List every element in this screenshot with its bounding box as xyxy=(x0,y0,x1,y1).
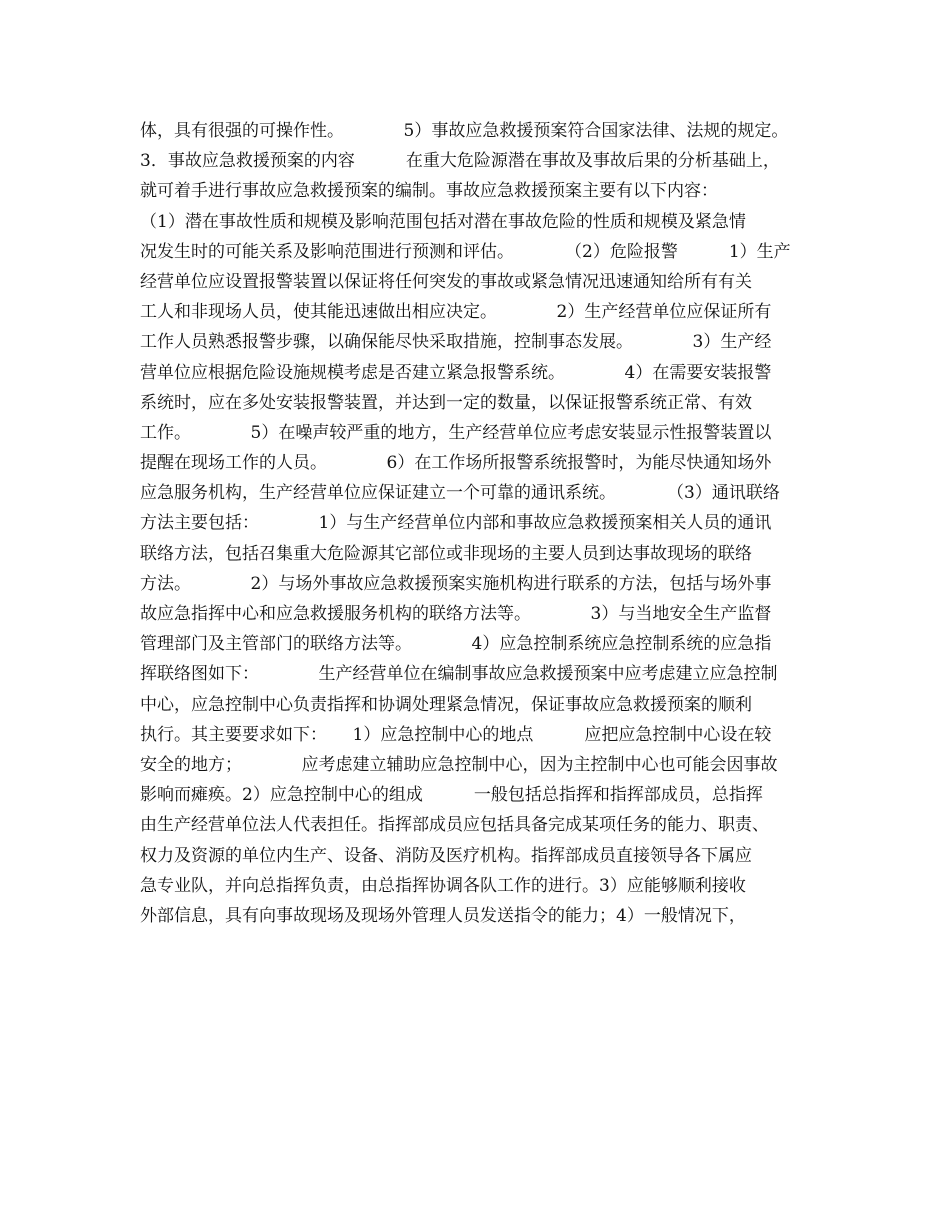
text-line: 管理部门及主管部门的联络方法等。 4）应急控制系统应急控制系统的应急指 xyxy=(140,634,772,655)
text-line: 外部信息，具有向事故现场及现场外管理人员发送指令的能力；4）一般情况下， xyxy=(140,905,746,926)
text-line: 急专业队，并向总指挥负责，由总指挥协调各队工作的进行。3）应能够顺利接收 xyxy=(140,875,746,896)
text-line: 营单位应根据危险设施规模考虑是否建立紧急报警系统。 4）在需要安装报警 xyxy=(140,362,772,383)
text-line: 体，具有很强的可操作性。 5）事故应急救援预案符合国家法律、法规的规定。 xyxy=(140,121,789,141)
text-line: 经营单位应设置报警装置以保证将任何突发的事故或紧急情况迅速通知给所有有关 xyxy=(140,271,752,292)
text-line: 方法主要包括： 1）与生产经营单位内部和事故应急救援预案相关人员的通讯 xyxy=(140,513,772,534)
text-line: 权力及资源的单位内生产、设备、消防及医疗机构。指挥部成员直接领导各下属应 xyxy=(140,845,752,866)
text-line: 工作人员熟悉报警步骤，以确保能尽快采取措施，控制事态发展。 3）生产经 xyxy=(140,332,772,353)
text-line: 系统时，应在多处安装报警装置，并达到一定的数量，以保证报警系统正常、有效 xyxy=(140,392,752,413)
text-line: 安全的地方； 应考虑建立辅助应急控制中心，因为主控制中心也可能会因事故 xyxy=(140,754,778,775)
body-text xyxy=(140,116,840,931)
text-line: 应急服务机构，生产经营单位应保证建立一个可靠的通讯系统。 （3）通讯联络 xyxy=(140,483,780,504)
text-line: 由生产经营单位法人代表担任。指挥部成员应包括具备完成某项任务的能力、职责、 xyxy=(140,815,769,836)
text-line: 工作。 5）在噪声较严重的地方，生产经营单位应考虑安装显示性报警装置以 xyxy=(140,422,772,443)
text-line: 联络方法，包括召集重大危险源其它部位或非现场的主要人员到达事故现场的联络 xyxy=(140,543,752,564)
text-line: 工人和非现场人员，使其能迅速做出相应决定。 2）生产经营单位应保证所有 xyxy=(140,302,772,323)
text-line: 3．事故应急救援预案的内容 在重大危险源潜在事故及事故后果的分析基础上， xyxy=(140,151,780,172)
text-line: 况发生时的可能关系及影响范围进行预测和评估。 （2）危险报警 1）生产 xyxy=(140,241,791,262)
text-line: 执行。其主要要求如下： 1）应急控制中心的地点 应把应急控制中心设在较 xyxy=(140,724,772,745)
text-line: 提醒在现场工作的人员。 6）在工作场所报警系统报警时，为能尽快通知场外 xyxy=(140,453,772,474)
text-line: 方法。 2）与场外事故应急救援预案实施机构进行联系的方法，包括与场外事 xyxy=(140,573,772,594)
text-line: 就可着手进行事故应急救援预案的编制。事故应急救援预案主要有以下内容： xyxy=(140,181,718,202)
text-line: 故应急指挥中心和应急救援服务机构的联络方法等。 3）与当地安全生产监督 xyxy=(140,604,772,624)
text-line: 挥联络图如下： 生产经营单位在编制事故应急救援预案中应考虑建立应急控制 xyxy=(140,664,778,685)
text-line: 中心，应急控制中心负责指挥和协调处理紧急情况，保证事故应急救援预案的顺利 xyxy=(140,694,752,715)
text-line: 影响而瘫痪。2）应急控制中心的组成 一般包括总指挥和指挥部成员，总指挥 xyxy=(140,785,763,806)
text-line: （1）潜在事故性质和规模及影响范围包括对潜在事故危险的性质和规模及紧急情 xyxy=(140,211,746,232)
